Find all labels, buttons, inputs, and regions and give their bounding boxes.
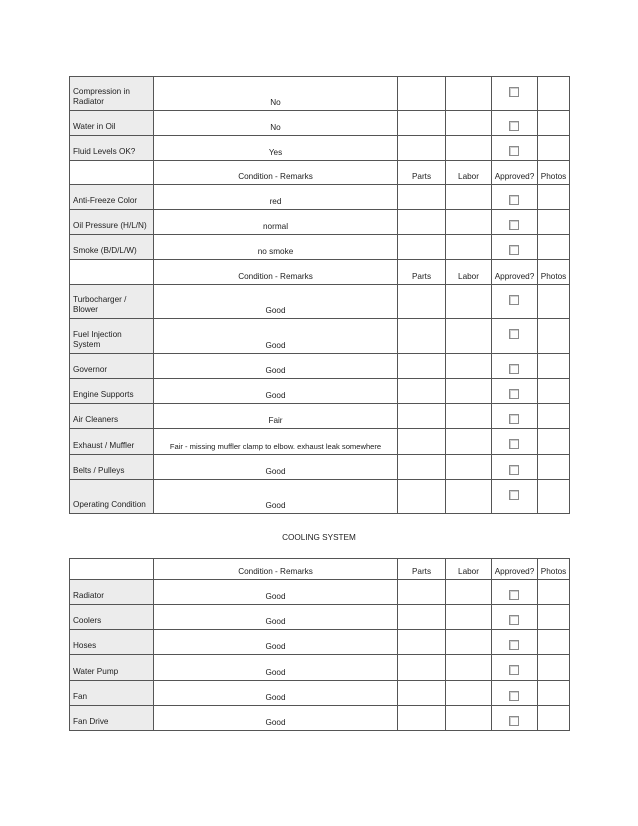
row-label: Engine Supports bbox=[70, 379, 154, 404]
parts-cell[interactable] bbox=[398, 136, 446, 161]
row-label: Belts / Pulleys bbox=[70, 455, 154, 480]
parts-cell[interactable] bbox=[398, 455, 446, 480]
parts-cell[interactable] bbox=[398, 379, 446, 404]
approved-cell bbox=[492, 630, 538, 655]
parts-cell[interactable] bbox=[398, 681, 446, 706]
approved-checkbox[interactable] bbox=[509, 364, 519, 374]
approved-checkbox[interactable] bbox=[509, 665, 519, 675]
parts-cell[interactable] bbox=[398, 580, 446, 605]
approved-cell bbox=[492, 136, 538, 161]
row-remark: red bbox=[154, 185, 398, 210]
column-header-row bbox=[70, 260, 570, 285]
approved-checkbox[interactable] bbox=[509, 414, 519, 424]
photos-cell[interactable] bbox=[538, 655, 570, 681]
photos-cell[interactable] bbox=[538, 630, 570, 655]
table-row bbox=[70, 480, 570, 514]
header-remarks: Condition - Remarks bbox=[154, 260, 398, 285]
row-remark: Good bbox=[154, 354, 398, 379]
approved-cell bbox=[492, 681, 538, 706]
approved-checkbox[interactable] bbox=[509, 389, 519, 399]
labor-cell[interactable] bbox=[446, 210, 492, 235]
parts-cell[interactable] bbox=[398, 605, 446, 630]
photos-cell[interactable] bbox=[538, 379, 570, 404]
parts-cell[interactable] bbox=[398, 354, 446, 379]
labor-cell[interactable] bbox=[446, 480, 492, 514]
row-remark: Good bbox=[154, 379, 398, 404]
approved-checkbox[interactable] bbox=[509, 615, 519, 625]
row-label: Fan bbox=[70, 681, 154, 706]
parts-cell[interactable] bbox=[398, 210, 446, 235]
photos-cell[interactable] bbox=[538, 285, 570, 319]
approved-cell bbox=[492, 185, 538, 210]
row-label: Anti-Freeze Color bbox=[70, 185, 154, 210]
row-label: Air Cleaners bbox=[70, 404, 154, 429]
photos-cell[interactable] bbox=[538, 681, 570, 706]
approved-cell bbox=[492, 379, 538, 404]
row-label: Compression in Radiator bbox=[70, 77, 154, 111]
labor-cell[interactable] bbox=[446, 136, 492, 161]
header-blank bbox=[70, 559, 154, 580]
row-label: Turbocharger / Blower bbox=[70, 285, 154, 319]
parts-cell[interactable] bbox=[398, 185, 446, 210]
parts-cell[interactable] bbox=[398, 285, 446, 319]
table-row bbox=[70, 706, 570, 731]
table-row bbox=[70, 354, 570, 379]
photos-cell[interactable] bbox=[538, 111, 570, 136]
column-header-row bbox=[70, 559, 570, 580]
labor-cell[interactable] bbox=[446, 404, 492, 429]
approved-checkbox[interactable] bbox=[509, 220, 519, 230]
header-photos: Photos bbox=[538, 161, 570, 185]
approved-checkbox[interactable] bbox=[509, 439, 519, 449]
approved-checkbox[interactable] bbox=[509, 640, 519, 650]
approved-checkbox[interactable] bbox=[509, 146, 519, 156]
header-approved: Approved? bbox=[492, 559, 538, 580]
approved-checkbox[interactable] bbox=[509, 590, 519, 600]
labor-cell[interactable] bbox=[446, 455, 492, 480]
approved-cell bbox=[492, 319, 538, 354]
approved-checkbox[interactable] bbox=[509, 245, 519, 255]
approved-cell bbox=[492, 404, 538, 429]
table-row bbox=[70, 404, 570, 429]
parts-cell[interactable] bbox=[398, 630, 446, 655]
row-remark: Good bbox=[154, 319, 398, 354]
approved-checkbox[interactable] bbox=[509, 329, 519, 339]
row-remark: no smoke bbox=[154, 235, 398, 260]
row-remark: Good bbox=[154, 655, 398, 681]
table-row bbox=[70, 235, 570, 260]
header-approved: Approved? bbox=[492, 161, 538, 185]
photos-cell[interactable] bbox=[538, 455, 570, 480]
row-remark: Good bbox=[154, 706, 398, 731]
approved-cell bbox=[492, 706, 538, 731]
row-label: Operating Condition bbox=[70, 480, 154, 514]
labor-cell[interactable] bbox=[446, 605, 492, 630]
labor-cell[interactable] bbox=[446, 429, 492, 455]
header-approved: Approved? bbox=[492, 260, 538, 285]
row-remark: Good bbox=[154, 480, 398, 514]
labor-cell[interactable] bbox=[446, 235, 492, 260]
header-labor: Labor bbox=[446, 161, 492, 185]
parts-cell[interactable] bbox=[398, 111, 446, 136]
photos-cell[interactable] bbox=[538, 235, 570, 260]
approved-cell bbox=[492, 655, 538, 681]
table-row bbox=[70, 455, 570, 480]
table-row bbox=[70, 210, 570, 235]
header-labor: Labor bbox=[446, 260, 492, 285]
table-row bbox=[70, 681, 570, 706]
approved-checkbox[interactable] bbox=[509, 195, 519, 205]
cooling-table bbox=[69, 558, 570, 731]
approved-checkbox[interactable] bbox=[509, 465, 519, 475]
engine-table-top bbox=[69, 76, 570, 514]
row-remark: Good bbox=[154, 455, 398, 480]
parts-cell[interactable] bbox=[398, 706, 446, 731]
approved-cell bbox=[492, 77, 538, 111]
row-remark: Yes bbox=[154, 136, 398, 161]
header-blank bbox=[70, 260, 154, 285]
photos-cell[interactable] bbox=[538, 210, 570, 235]
table-row bbox=[70, 429, 570, 455]
row-remark: No bbox=[154, 111, 398, 136]
table-row bbox=[70, 630, 570, 655]
table-row bbox=[70, 655, 570, 681]
parts-cell[interactable] bbox=[398, 77, 446, 111]
photos-cell[interactable] bbox=[538, 429, 570, 455]
parts-cell[interactable] bbox=[398, 319, 446, 354]
photos-cell[interactable] bbox=[538, 319, 570, 354]
row-remark: Fair - missing muffler clamp to elbow. exhaust leak somewhere bbox=[154, 429, 398, 455]
labor-cell[interactable] bbox=[446, 681, 492, 706]
labor-cell[interactable] bbox=[446, 655, 492, 681]
row-label: Fluid Levels OK? bbox=[70, 136, 154, 161]
row-remark: Good bbox=[154, 580, 398, 605]
table-row bbox=[70, 580, 570, 605]
approved-cell bbox=[492, 354, 538, 379]
header-remarks: Condition - Remarks bbox=[154, 559, 398, 580]
approved-cell bbox=[492, 455, 538, 480]
row-remark: normal bbox=[154, 210, 398, 235]
approved-cell bbox=[492, 235, 538, 260]
column-header-row bbox=[70, 161, 570, 185]
header-labor: Labor bbox=[446, 559, 492, 580]
photos-cell[interactable] bbox=[538, 404, 570, 429]
photos-cell[interactable] bbox=[538, 354, 570, 379]
labor-cell[interactable] bbox=[446, 379, 492, 404]
approved-cell bbox=[492, 111, 538, 136]
row-label: Radiator bbox=[70, 580, 154, 605]
photos-cell[interactable] bbox=[538, 77, 570, 111]
approved-cell bbox=[492, 605, 538, 630]
approved-cell bbox=[492, 429, 538, 455]
row-label: Hoses bbox=[70, 630, 154, 655]
approved-checkbox[interactable] bbox=[509, 121, 519, 131]
approved-checkbox[interactable] bbox=[509, 295, 519, 305]
header-parts: Parts bbox=[398, 260, 446, 285]
approved-cell bbox=[492, 580, 538, 605]
photos-cell[interactable] bbox=[538, 580, 570, 605]
header-photos: Photos bbox=[538, 260, 570, 285]
parts-cell[interactable] bbox=[398, 404, 446, 429]
row-remark: Good bbox=[154, 605, 398, 630]
table-row bbox=[70, 319, 570, 354]
labor-cell[interactable] bbox=[446, 706, 492, 731]
parts-cell[interactable] bbox=[398, 480, 446, 514]
parts-cell[interactable] bbox=[398, 429, 446, 455]
photos-cell[interactable] bbox=[538, 605, 570, 630]
table-row bbox=[70, 379, 570, 404]
approved-cell bbox=[492, 285, 538, 319]
row-remark: Good bbox=[154, 285, 398, 319]
photos-cell[interactable] bbox=[538, 136, 570, 161]
header-parts: Parts bbox=[398, 559, 446, 580]
approved-checkbox[interactable] bbox=[509, 87, 519, 97]
row-remark: Good bbox=[154, 630, 398, 655]
table-row bbox=[70, 185, 570, 210]
labor-cell[interactable] bbox=[446, 580, 492, 605]
labor-cell[interactable] bbox=[446, 285, 492, 319]
row-label: Water in Oil bbox=[70, 111, 154, 136]
parts-cell[interactable] bbox=[398, 655, 446, 681]
header-blank bbox=[70, 161, 154, 185]
row-label: Smoke (B/D/L/W) bbox=[70, 235, 154, 260]
row-label: Water Pump bbox=[70, 655, 154, 681]
header-photos: Photos bbox=[538, 559, 570, 580]
labor-cell[interactable] bbox=[446, 354, 492, 379]
approved-checkbox[interactable] bbox=[509, 490, 519, 500]
approved-cell bbox=[492, 210, 538, 235]
parts-cell[interactable] bbox=[398, 235, 446, 260]
labor-cell[interactable] bbox=[446, 77, 492, 111]
header-remarks: Condition - Remarks bbox=[154, 161, 398, 185]
row-label: Fan Drive bbox=[70, 706, 154, 731]
labor-cell[interactable] bbox=[446, 319, 492, 354]
labor-cell[interactable] bbox=[446, 630, 492, 655]
cooling-system-title: COOLING SYSTEM bbox=[282, 533, 356, 542]
row-remark: No bbox=[154, 77, 398, 111]
table-row bbox=[70, 285, 570, 319]
table-row bbox=[70, 136, 570, 161]
approved-checkbox[interactable] bbox=[509, 716, 519, 726]
table-row bbox=[70, 111, 570, 136]
table-row bbox=[70, 77, 570, 111]
row-label: Fuel Injection System bbox=[70, 319, 154, 354]
labor-cell[interactable] bbox=[446, 111, 492, 136]
approved-checkbox[interactable] bbox=[509, 691, 519, 701]
labor-cell[interactable] bbox=[446, 185, 492, 210]
row-label: Coolers bbox=[70, 605, 154, 630]
row-label: Oil Pressure (H/L/N) bbox=[70, 210, 154, 235]
table-row bbox=[70, 605, 570, 630]
approved-cell bbox=[492, 480, 538, 514]
row-remark: Good bbox=[154, 681, 398, 706]
photos-cell[interactable] bbox=[538, 480, 570, 514]
photos-cell[interactable] bbox=[538, 706, 570, 731]
header-parts: Parts bbox=[398, 161, 446, 185]
row-remark: Fair bbox=[154, 404, 398, 429]
row-label: Governor bbox=[70, 354, 154, 379]
photos-cell[interactable] bbox=[538, 185, 570, 210]
row-label: Exhaust / Muffler bbox=[70, 429, 154, 455]
